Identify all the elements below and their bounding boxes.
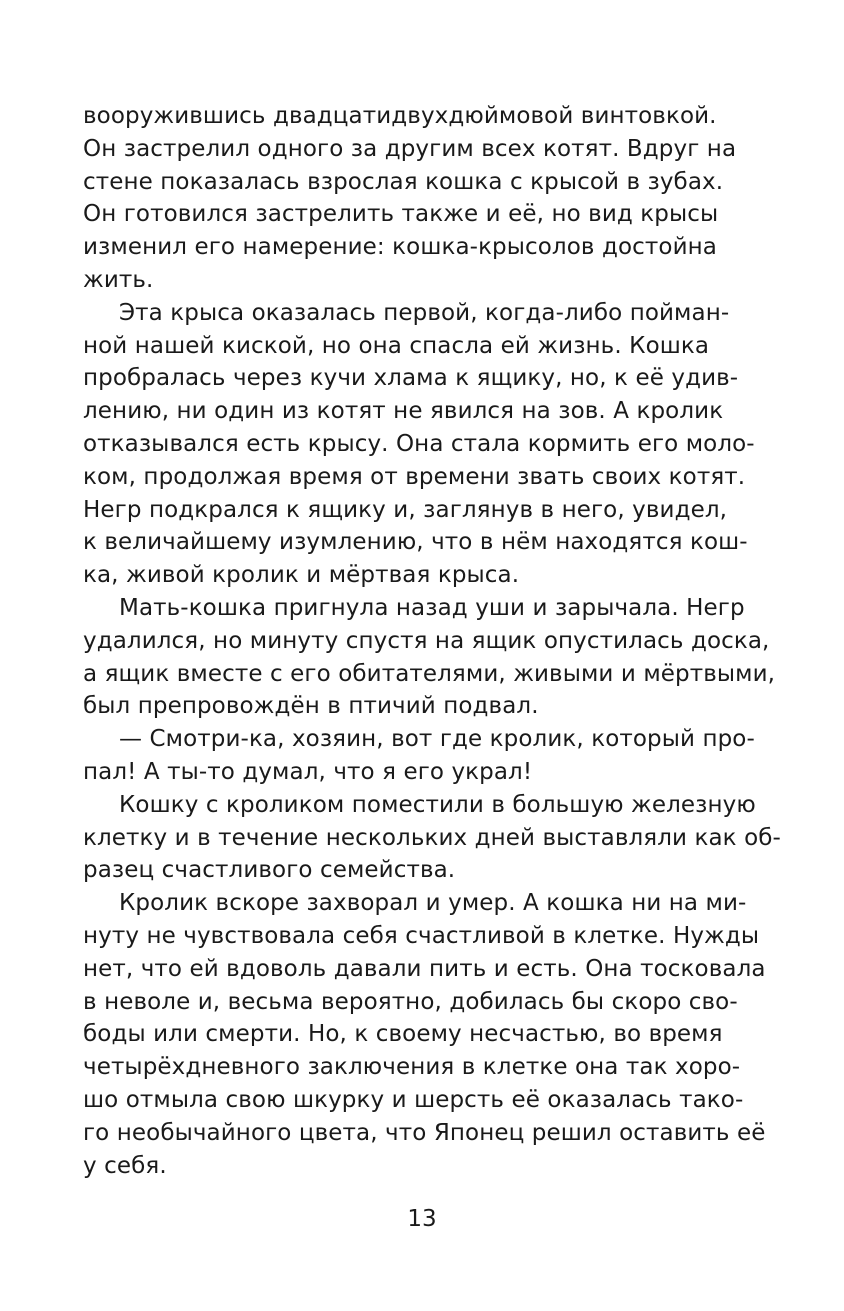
text-line: го необычайного цвета, что Японец решил оставить её xyxy=(83,1119,766,1146)
page-number: 13 xyxy=(407,1206,437,1232)
text-line: Кролик вскоре захворал и умер. А кошка ни на ми- xyxy=(119,890,747,917)
text-line: стене показалась взрослая кошка с крысой в зубах. xyxy=(83,168,724,195)
text-line: ка, живой кролик и мёртвая крыса. xyxy=(83,562,520,589)
text-line: изменил его намерение: кошка-крысолов достойна xyxy=(83,234,717,261)
text-line: шо отмыла свою шкурку и шерсть её оказалась тако- xyxy=(83,1086,744,1113)
text-line: вооружившись двадцатидвухдюймовой винтовкой. xyxy=(83,103,717,129)
paragraph xyxy=(83,789,781,887)
text-line: пробралась через кучи хлама к ящику, но, к её удив- xyxy=(83,365,739,392)
text-line: отказывался есть крысу. Она стала кормить его моло- xyxy=(83,430,755,457)
paragraph xyxy=(83,100,737,297)
paragraph xyxy=(83,723,755,789)
paragraph xyxy=(83,297,755,592)
text-line: — Смотри-ка, хозяин, вот где кролик, который про- xyxy=(119,726,755,753)
text-line: а ящик вместе с его обитателями, живыми и мёртвыми, xyxy=(83,660,776,687)
text-line: пал! А ты-то думал, что я его украл! xyxy=(83,758,533,785)
text-line: Он застрелил одного за другим всех котят. Вдруг на xyxy=(83,135,737,162)
text-line: у себя. xyxy=(83,1152,167,1179)
text-line: Негр подкрался к ящику и, заглянув в него, увидел, xyxy=(83,496,728,523)
text-line: нет, что ей вдоволь давали пить и есть. Она тосковала xyxy=(83,955,766,982)
text-line: боды или смерти. Но, к своему несчастью, во время xyxy=(83,1021,723,1048)
text-line: Кошку с кроликом поместили в большую железную xyxy=(119,791,756,818)
text-line: ком, продолжая время от времени звать своих котят. xyxy=(83,463,746,490)
body-text xyxy=(83,100,781,1182)
paragraph xyxy=(83,887,766,1182)
paragraph xyxy=(83,592,776,723)
text-line: клетку и в течение нескольких дней выставляли как об- xyxy=(83,824,781,851)
text-line: удалился, но минуту спустя на ящик опустилась доска, xyxy=(83,627,770,654)
text-line: Он готовился застрелить также и её, но вид крысы xyxy=(83,201,719,228)
text-line: в неволе и, весьма вероятно, добилась бы скоро сво- xyxy=(83,988,738,1015)
text-line: лению, ни один из котят не явился на зов. А кролик xyxy=(83,398,724,425)
text-line: жить. xyxy=(83,266,154,293)
text-line: был препровождён в птичий подвал. xyxy=(83,693,539,720)
text-line: Мать-кошка пригнула назад уши и зарычала. Негр xyxy=(119,594,745,621)
text-line: к величайшему изумлению, что в нём находятся кош- xyxy=(83,529,748,556)
text-line: разец счастливого семейства. xyxy=(83,857,456,884)
text-line: четырёхдневного заключения в клетке она так хоро- xyxy=(83,1054,741,1081)
text-line: ной нашей киской, но она спасла ей жизнь. Кошка xyxy=(83,332,710,359)
text-line: Эта крыса оказалась первой, когда-либо пойман- xyxy=(119,299,730,326)
text-line: нуту не чувствовала себя счастливой в клетке. Нужды xyxy=(83,922,760,949)
